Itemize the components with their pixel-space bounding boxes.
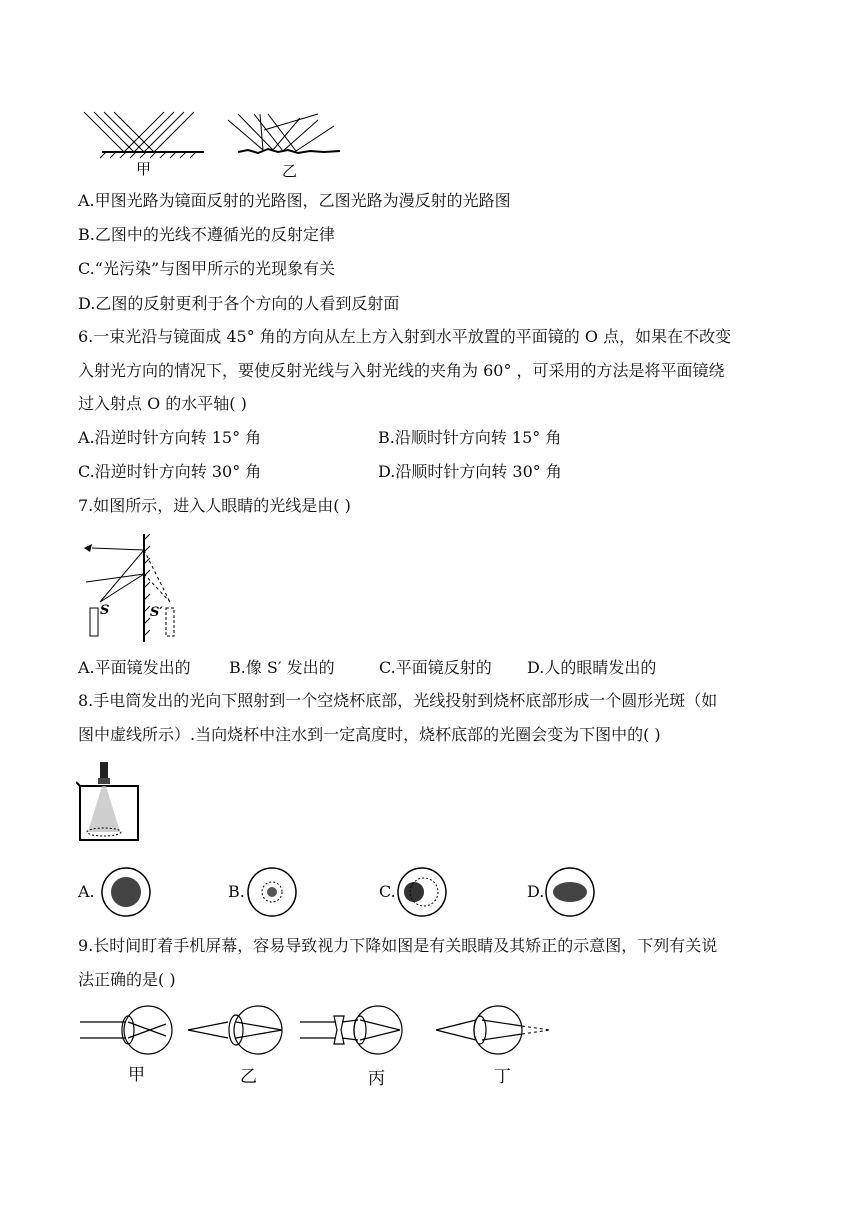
q7-option-d: D.人的眼睛发出的: [527, 658, 657, 677]
q5-option-d: D.乙图的反射更利于各个方向的人看到反射面: [78, 294, 400, 313]
q8-option-a-spot: [96, 866, 156, 918]
q8-option-c-spot: [394, 866, 454, 918]
fig-label-ding: 丁: [494, 1067, 511, 1087]
q9-eye-diagrams: [78, 1004, 558, 1088]
q5-option-b: B.乙图中的光线不遵循光的反射定律: [78, 225, 335, 244]
q6-option-a: A.沿逆时针方向转 15° 角: [78, 428, 262, 447]
fig-label-yi: 乙: [240, 1067, 257, 1087]
q8-option-b-label: B.: [228, 882, 245, 901]
q9-stem-line-1: 9.长时间盯着手机屏幕，容易导致视力下降如图是有关眼睛及其矫正的示意图，下列有关说: [78, 936, 718, 955]
q9-stem-line-2: 法正确的是( ): [78, 970, 176, 989]
fig-label-jia: 甲: [128, 1065, 145, 1085]
q6-option-b: B.沿顺时针方向转 15° 角: [378, 428, 562, 447]
q8-option-b-spot: [246, 866, 306, 918]
q7-option-c: C.平面镜反射的: [379, 658, 492, 677]
label-s-prime: S′: [150, 605, 163, 620]
eye-diagram-jia: [80, 1006, 172, 1054]
q6-stem-line-3: 过入射点 O 的水平轴( ): [78, 394, 247, 413]
label-s: S: [100, 603, 110, 618]
q7-option-a: A.平面镜发出的: [78, 658, 191, 677]
q8-option-d-spot: [540, 866, 604, 918]
diffuse-reflection-diagram: [228, 114, 340, 153]
flashlight-icon: [100, 762, 108, 780]
q6-stem-line-1: 6.一束光沿与镜面成 45° 角的方向从左上方入射到水平放置的平面镜的 O 点，如果在不改变: [78, 327, 732, 346]
candle-image-icon: [166, 608, 174, 636]
q5-reflection-figure: [78, 100, 358, 180]
q7-option-b: B.像 S′ 发出的: [229, 658, 335, 677]
fig-label-bing: 丙: [368, 1069, 385, 1088]
q8-stem-line-1: 8.手电筒发出的光向下照射到一个空烧杯底部，光线投射到烧杯底部形成一个圆形光斑（如: [78, 691, 718, 710]
specular-reflection-diagram: [84, 112, 204, 158]
eye-diagram-yi: [188, 1006, 282, 1054]
q7-plane-mirror-figure: [78, 530, 198, 650]
eye-icon: [84, 544, 92, 552]
q8-option-c-label: C.: [379, 882, 396, 901]
q8-option-a-label: A.: [78, 882, 95, 901]
q6-option-c: C.沿逆时针方向转 30° 角: [78, 462, 262, 481]
eye-diagram-ding: [436, 1006, 522, 1054]
q8-beaker-figure: [76, 760, 146, 846]
q8-option-d-label: D.: [527, 882, 545, 901]
q6-option-d: D.沿顺时针方向转 30° 角: [378, 462, 562, 481]
fig-label-jia: 甲: [136, 160, 152, 178]
q8-stem-line-2: 图中虚线所示）.当向烧杯中注水到一定高度时，烧杯底部的光圈会变为下图中的( ): [78, 725, 661, 744]
q5-option-c: C.“光污染”与图甲所示的光现象有关: [78, 259, 336, 278]
q6-stem-line-2: 入射光方向的情况下，要使反射光线与入射光线的夹角为 60° ，可采用的方法是将平面镜绕: [78, 361, 725, 380]
q5-option-a: A.甲图光路为镜面反射的光路图，乙图光路为漫反射的光路图: [78, 191, 511, 210]
eye-diagram-bing: [300, 1006, 402, 1054]
q7-stem: 7.如图所示，进入人眼睛的光线是由( ): [78, 496, 351, 515]
candle-icon: [90, 608, 98, 636]
fig-label-yi: 乙: [282, 162, 298, 180]
